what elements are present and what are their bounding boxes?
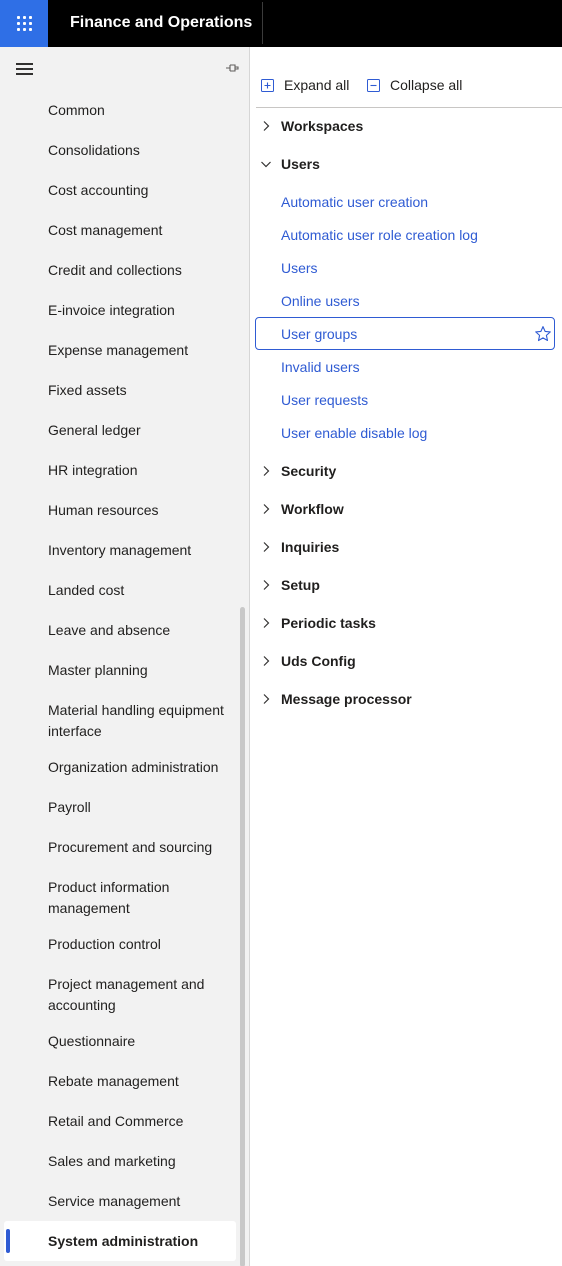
group-setup[interactable]: [260, 573, 320, 597]
nav-item-master-planning[interactable]: Master planning: [48, 662, 148, 678]
group-security-label: Security: [281, 463, 337, 479]
chevron-right-icon: [260, 503, 272, 515]
group-periodic-tasks[interactable]: [260, 611, 376, 635]
nav-item-project-management-and-accounting[interactable]: Project management and accounting: [48, 976, 205, 1013]
nav-item-general-ledger[interactable]: General ledger: [48, 422, 141, 438]
nav-item-service-management[interactable]: Service management: [48, 1193, 181, 1209]
group-workspaces-label: Workspaces: [281, 118, 364, 134]
chevron-right-icon: [260, 120, 272, 132]
group-users-label: Users: [281, 156, 320, 172]
link-automatic-user-role-creation-log[interactable]: Automatic user role creation log: [281, 227, 478, 243]
module-navigation-pane: [0, 47, 250, 1266]
nav-item-payroll[interactable]: Payroll: [48, 799, 91, 815]
chevron-right-icon: [260, 465, 272, 477]
group-workspaces[interactable]: [260, 114, 363, 138]
nav-item-e-invoice-integration[interactable]: E-invoice integration: [48, 302, 175, 318]
group-message-processor[interactable]: [260, 687, 412, 711]
nav-item-fixed-assets[interactable]: Fixed assets: [48, 382, 127, 398]
chevron-right-icon: [260, 655, 272, 667]
group-users[interactable]: [260, 152, 320, 176]
collapse-all-icon: [367, 79, 380, 92]
group-inquiries[interactable]: [260, 535, 339, 559]
nav-item-landed-cost[interactable]: Landed cost: [48, 582, 125, 598]
nav-item-procurement-and-sourcing[interactable]: Procurement and sourcing: [48, 839, 213, 855]
expand-all-button[interactable]: [261, 74, 349, 96]
nav-item-retail-and-commerce[interactable]: Retail and Commerce: [48, 1113, 184, 1129]
group-periodic-tasks-label: Periodic tasks: [281, 615, 376, 631]
nav-item-hr-integration[interactable]: HR integration: [48, 462, 138, 478]
chevron-right-icon: [260, 693, 272, 705]
collapse-all-button[interactable]: [367, 74, 462, 96]
nav-item-rebate-management[interactable]: Rebate management: [48, 1073, 179, 1089]
link-online-users[interactable]: Online users: [281, 293, 360, 309]
group-message-processor-label: Message processor: [281, 691, 412, 707]
group-security[interactable]: [260, 459, 336, 483]
nav-item-cost-accounting[interactable]: Cost accounting: [48, 182, 149, 198]
app-launcher-button[interactable]: [0, 0, 48, 47]
top-bar: [0, 0, 562, 47]
hamburger-menu-icon[interactable]: [16, 63, 33, 75]
nav-item-organization-administration[interactable]: Organization administration: [48, 759, 219, 775]
nav-item-cost-management[interactable]: Cost management: [48, 222, 163, 238]
link-automatic-user-creation[interactable]: Automatic user creation: [281, 194, 429, 210]
link-user-groups[interactable]: User groups: [281, 326, 358, 342]
group-inquiries-label: Inquiries: [281, 539, 340, 555]
group-setup-label: Setup: [281, 577, 320, 593]
link-users[interactable]: Users: [281, 260, 318, 276]
collapse-all-label: Collapse all: [390, 77, 463, 93]
nav-item-material-handling-equipment-interface[interactable]: Material handling equipment interface: [48, 702, 224, 739]
expand-all-label: Expand all: [284, 77, 350, 93]
toolbar-divider: [256, 107, 562, 108]
group-uds-config[interactable]: [260, 649, 356, 673]
nav-item-human-resources[interactable]: Human resources: [48, 502, 159, 518]
nav-item-common[interactable]: Common: [48, 102, 105, 118]
group-uds-config-label: Uds Config: [281, 653, 356, 669]
nav-item-production-control[interactable]: Production control: [48, 936, 161, 952]
group-workflow-label: Workflow: [281, 501, 344, 517]
link-user-enable-disable-log[interactable]: User enable disable log: [281, 425, 428, 441]
link-invalid-users[interactable]: Invalid users: [281, 359, 360, 375]
nav-item-expense-management[interactable]: Expense management: [48, 342, 189, 358]
nav-item-leave-and-absence[interactable]: Leave and absence: [48, 622, 171, 638]
app-title[interactable]: Finance and Operations: [70, 14, 253, 31]
link-user-requests[interactable]: User requests: [281, 392, 369, 408]
nav-selected-indicator: [6, 1229, 10, 1253]
nav-item-credit-and-collections[interactable]: Credit and collections: [48, 262, 182, 278]
chevron-right-icon: [260, 541, 272, 553]
chevron-down-icon: [260, 158, 272, 170]
nav-item-sales-and-marketing[interactable]: Sales and marketing: [48, 1153, 176, 1169]
favorite-star-icon[interactable]: [534, 325, 552, 343]
pin-icon[interactable]: [224, 60, 240, 76]
nav-scrollbar[interactable]: [240, 607, 245, 1266]
expand-all-icon: [261, 79, 274, 92]
nav-item-inventory-management[interactable]: Inventory management: [48, 542, 192, 558]
nav-item-product-information-management[interactable]: Product information management: [48, 879, 170, 916]
chevron-right-icon: [260, 579, 272, 591]
app-launcher-icon: [17, 16, 32, 31]
group-workflow[interactable]: [260, 497, 344, 521]
chevron-right-icon: [260, 617, 272, 629]
nav-item-questionnaire[interactable]: Questionnaire: [48, 1033, 136, 1049]
nav-item-system-administration[interactable]: System administration: [48, 1233, 199, 1249]
title-divider: [262, 2, 263, 44]
nav-item-consolidations[interactable]: Consolidations: [48, 142, 140, 158]
